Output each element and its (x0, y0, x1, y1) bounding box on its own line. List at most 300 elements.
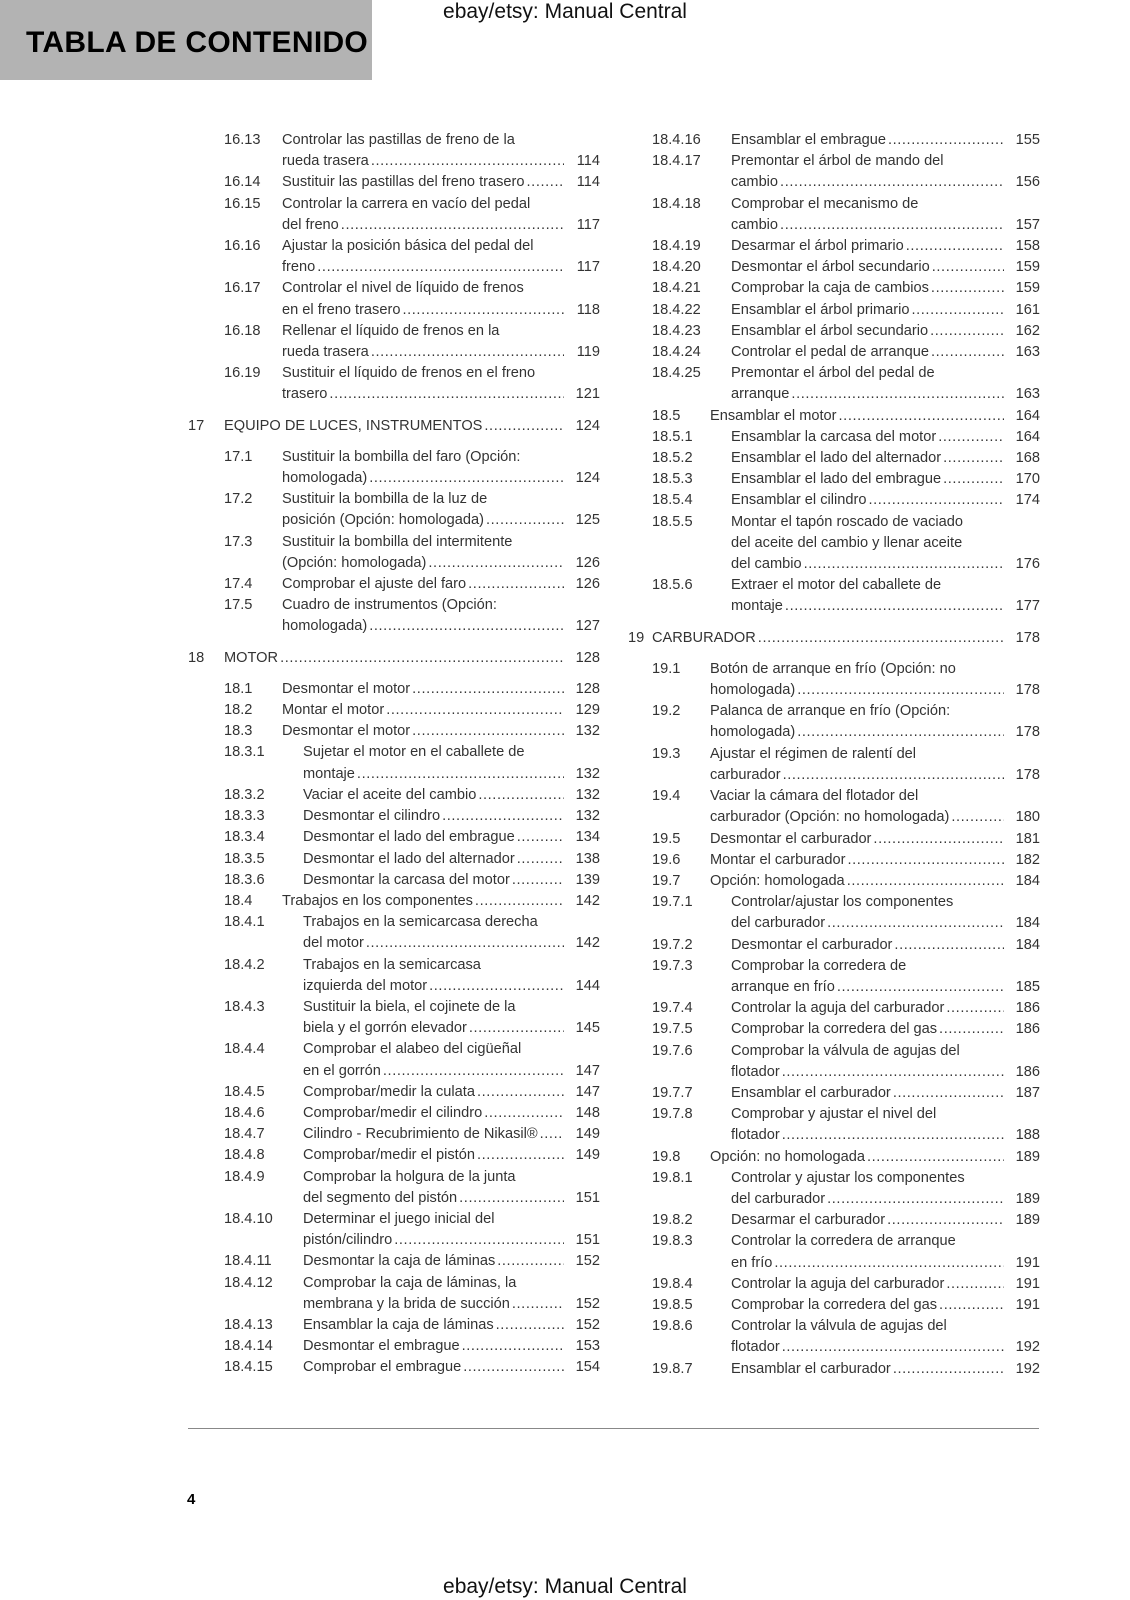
toc-entry-number: 18.4.13 (224, 1316, 273, 1333)
toc-entry-number: 19.7.4 (652, 1000, 693, 1017)
dot-leader (887, 1210, 1004, 1231)
toc-entry-title: (Opción: homologada) (282, 554, 427, 571)
toc-entry-page: 184 (1015, 872, 1040, 889)
toc-entry-page: 132 (575, 808, 600, 825)
toc-column-left (188, 130, 600, 1379)
toc-entry-title: Desarmar el carburador (731, 1212, 886, 1229)
toc-entry-title: Comprobar la holgura de la junta (303, 1168, 516, 1185)
toc-entry-number: 18.4.22 (652, 301, 701, 318)
toc-entry-number: 18.4.24 (652, 344, 701, 361)
toc-entry[interactable] (628, 342, 1040, 363)
toc-entry[interactable] (188, 1209, 600, 1251)
toc-entry[interactable] (188, 321, 600, 363)
toc-entry-title: Comprobar y ajustar el nivel del (731, 1106, 937, 1123)
toc-entry-number: 16.19 (224, 365, 261, 382)
toc-entry[interactable] (628, 956, 1040, 998)
toc-entry-page: 192 (1015, 1360, 1040, 1377)
toc-column-right (628, 130, 1040, 1380)
toc-entry-number: 19.5 (652, 830, 681, 847)
toc-entry-number: 18.5 (652, 407, 681, 424)
toc-entry[interactable] (628, 701, 1040, 743)
toc-entry-page: 151 (575, 1189, 600, 1206)
toc-entry-page: 159 (1015, 259, 1040, 276)
toc-entry-title: Desmontar el motor (282, 680, 411, 697)
dot-leader (371, 342, 564, 363)
toc-entry-number: 17.3 (224, 533, 253, 550)
toc-entry-title: rueda trasera (282, 344, 369, 361)
toc-entry-page: 186 (1015, 1063, 1040, 1080)
toc-entry-number: 18.4.21 (652, 280, 701, 297)
dot-leader (946, 1274, 1004, 1295)
dot-leader (797, 680, 1004, 701)
toc-entry-page: 144 (575, 977, 600, 994)
toc-entry[interactable] (628, 427, 1040, 448)
dot-leader (497, 1251, 564, 1272)
toc-entry-page: 117 (576, 216, 600, 233)
toc-entry[interactable] (628, 1083, 1040, 1104)
toc-entry-page: 118 (576, 301, 600, 318)
toc-entry-number: 17.4 (224, 576, 253, 593)
dot-leader (939, 1019, 1004, 1040)
toc-entry-page: 117 (576, 259, 600, 276)
toc-entry-title: del carburador (731, 915, 826, 932)
toc-entry[interactable] (628, 490, 1040, 511)
toc-entry-title: membrana y la brida de succión (303, 1295, 510, 1312)
toc-entry-page: 161 (1015, 301, 1040, 318)
toc-entry[interactable] (188, 700, 600, 721)
toc-entry[interactable] (188, 363, 600, 405)
dot-leader (317, 257, 564, 278)
toc-entry-number: 19.4 (652, 788, 681, 805)
toc-entry[interactable] (628, 786, 1040, 828)
toc-entry[interactable] (628, 935, 1040, 956)
toc-entry-number: 18.4.1 (224, 914, 265, 931)
toc-entry-number: 18.4.7 (224, 1126, 265, 1143)
toc-entry-page: 124 (575, 470, 600, 487)
dot-leader (477, 1145, 564, 1166)
toc-entry-number: 18.4.8 (224, 1147, 265, 1164)
toc-entry-number: 18.4.9 (224, 1168, 265, 1185)
toc-entry-number: 18.4.25 (652, 365, 701, 382)
toc-entry[interactable] (188, 1273, 600, 1315)
toc-entry-title: Sujetar el motor en el caballete de (303, 744, 525, 761)
toc-entry[interactable] (188, 679, 600, 700)
dot-leader (366, 933, 564, 954)
dot-leader (938, 427, 1004, 448)
dot-leader (484, 416, 564, 437)
toc-entry-number: 18 (188, 649, 205, 666)
toc-entry[interactable] (188, 827, 600, 848)
toc-entry-title: carburador (Opción: no homologada) (710, 809, 950, 826)
dot-leader (888, 130, 1004, 151)
toc-entry[interactable] (628, 236, 1040, 257)
toc-entry-title: homologada) (282, 470, 368, 487)
toc-entry-number: 18.4.12 (224, 1274, 273, 1291)
toc-entry-title: Montar el carburador (710, 851, 846, 868)
toc-entry-title: Controlar la válvula de agujas del (731, 1318, 947, 1335)
toc-entry-title: Controlar la aguja del carburador (731, 1000, 945, 1017)
toc-entry-number: 18.5.2 (652, 450, 693, 467)
toc-entry[interactable] (628, 1019, 1040, 1040)
dot-leader (329, 384, 564, 405)
toc-entry[interactable] (628, 1316, 1040, 1358)
toc-entry-title: Sustituir el líquido de frenos en el freno (282, 365, 536, 382)
toc-entry-title: homologada) (710, 682, 796, 699)
toc-entry-page: 138 (575, 850, 600, 867)
toc-entry-title: Desmontar la caja de láminas (303, 1253, 496, 1270)
toc-entry[interactable] (188, 416, 600, 437)
toc-entry-page: 148 (575, 1104, 600, 1121)
toc-entry-number: 16.14 (224, 174, 261, 191)
toc-entry-page: 127 (575, 618, 600, 635)
toc-entry-page: 119 (576, 344, 600, 361)
toc-entry[interactable] (188, 721, 600, 742)
toc-entry-title: montaje (303, 765, 355, 782)
toc-entry-title: Cuadro de instrumentos (Opción: (282, 597, 497, 614)
toc-entry-page: 184 (1015, 936, 1040, 953)
dot-leader (369, 468, 564, 489)
dot-leader (527, 172, 564, 193)
toc-entry-number: 19.7.2 (652, 936, 693, 953)
toc-entry-number: 18.4.3 (224, 998, 265, 1015)
toc-entry-page: 125 (575, 512, 600, 529)
toc-entry-page: 132 (575, 765, 600, 782)
toc-entry-page: 191 (1015, 1296, 1040, 1313)
toc-entry-page: 128 (575, 649, 600, 666)
toc-entry-title: del aceite del cambio y llenar aceite (731, 534, 963, 551)
toc-entry-page: 159 (1015, 280, 1040, 297)
toc-entry-page: 157 (1015, 216, 1040, 233)
toc-entry[interactable] (188, 447, 600, 489)
toc-entry-page: 182 (1015, 851, 1040, 868)
toc-entry[interactable] (628, 469, 1040, 490)
dot-leader (371, 151, 564, 172)
dot-leader (478, 785, 564, 806)
toc-entry-page: 145 (575, 1020, 600, 1037)
toc-entry-number: 17.5 (224, 597, 253, 614)
toc-entry-title: Comprobar/medir el cilindro (303, 1104, 483, 1121)
dot-leader (839, 406, 1004, 427)
toc-entry-title: freno (282, 259, 316, 276)
toc-entry[interactable] (188, 236, 600, 278)
toc-entry[interactable] (188, 997, 600, 1039)
toc-entry-title: Determinar el juego inicial del (303, 1210, 495, 1227)
toc-entry[interactable] (188, 806, 600, 827)
toc-entry[interactable] (188, 648, 600, 669)
toc-entry-number: 18.3.6 (224, 871, 265, 888)
toc-entry[interactable] (628, 1147, 1040, 1168)
dot-leader (780, 215, 1004, 236)
toc-entry-title: Ensamblar el árbol primario (731, 301, 910, 318)
toc-entry-title: Comprobar el embrague (303, 1359, 462, 1376)
dot-leader (512, 1294, 564, 1315)
toc-entry[interactable] (188, 849, 600, 870)
toc-entry-title: EQUIPO DE LUCES, INSTRUMENTOS (224, 417, 483, 434)
toc-entry-title: Comprobar/medir el pistón (303, 1147, 475, 1164)
dot-leader (893, 1083, 1004, 1104)
toc-entry-number: 18.4.18 (652, 195, 701, 212)
dot-leader (946, 998, 1004, 1019)
toc-entry-page: 188 (1015, 1127, 1040, 1144)
toc-entry-title: Controlar el pedal de arranque (731, 344, 929, 361)
watermark-top: ebay/etsy: Manual Central (443, 0, 687, 23)
toc-entry[interactable] (628, 363, 1040, 405)
toc-entry-number: 17.1 (224, 448, 253, 465)
toc-entry[interactable] (628, 130, 1040, 151)
toc-entry[interactable] (188, 489, 600, 531)
toc-entry-number: 19.7.7 (652, 1084, 693, 1101)
toc-entry-page: 163 (1015, 386, 1040, 403)
toc-entry-title: arranque en frío (731, 978, 835, 995)
toc-entry[interactable] (628, 1168, 1040, 1210)
toc-entry-title: Botón de arranque en frío (Opción: no (710, 660, 956, 677)
toc-entry-number: 18.4.2 (224, 956, 265, 973)
toc-entry-page: 147 (575, 1062, 600, 1079)
toc-entry-number: 19.7 (652, 872, 681, 889)
dot-leader (412, 721, 564, 742)
dot-leader (827, 1189, 1004, 1210)
toc-entry[interactable] (188, 1357, 600, 1378)
toc-entry-number: 18.4.17 (652, 153, 701, 170)
toc-entry[interactable] (628, 1359, 1040, 1380)
dot-leader (837, 977, 1004, 998)
toc-entry-title: Ensamblar el carburador (731, 1360, 891, 1377)
toc-entry[interactable] (188, 1167, 600, 1209)
toc-entry-title: Controlar las pastillas de freno de la (282, 132, 515, 148)
toc-entry-number: 18.5.5 (652, 513, 693, 530)
toc-entry-title: Desmontar el lado del embrague (303, 829, 515, 846)
toc-entry[interactable] (628, 1274, 1040, 1295)
toc-entry-page: 184 (1015, 915, 1040, 932)
toc-entry[interactable] (628, 512, 1040, 576)
toc-entry-number: 16.15 (224, 195, 261, 212)
toc-entry-title: Desmontar el embrague (303, 1338, 460, 1355)
toc-entry-page: 149 (575, 1126, 600, 1143)
toc-entry-number: 19.8.7 (652, 1360, 693, 1377)
toc-entry[interactable] (628, 1231, 1040, 1273)
toc-entry[interactable] (188, 955, 600, 997)
toc-entry-title: montaje (731, 598, 783, 615)
toc-entry-title: Ensamblar el carburador (731, 1084, 891, 1101)
toc-entry[interactable] (628, 278, 1040, 299)
toc-entry[interactable] (628, 575, 1040, 617)
toc-entry[interactable] (188, 1315, 600, 1336)
toc-entry-page: 158 (1015, 238, 1040, 255)
toc-entry-number: 19.7.3 (652, 957, 693, 974)
toc-entry[interactable] (188, 1124, 600, 1145)
toc-entry-title: Comprobar el ajuste del faro (282, 576, 467, 593)
toc-entry-page: 189 (1015, 1190, 1040, 1207)
dot-leader (797, 722, 1004, 743)
toc-entry-number: 16.17 (224, 280, 261, 297)
toc-entry-number: 18.2 (224, 702, 253, 719)
toc-entry[interactable] (188, 1039, 600, 1081)
toc-entry[interactable] (628, 1041, 1040, 1083)
toc-entry[interactable] (628, 1104, 1040, 1146)
toc-entry-title: Desmontar el motor (282, 723, 411, 740)
toc-entry-title: Premontar el árbol de mando del (731, 153, 944, 170)
dot-leader (496, 1315, 564, 1336)
toc-entry-title: Comprobar la caja de cambios (731, 280, 929, 297)
toc-entry-title: Desmontar el carburador (710, 830, 872, 847)
toc-entry-title: flotador (731, 1339, 780, 1356)
toc-entry[interactable] (188, 1251, 600, 1272)
toc-entry-number: 16.18 (224, 322, 261, 339)
toc-entry[interactable] (188, 595, 600, 637)
dot-leader (486, 510, 564, 531)
toc-entry-title: Ensamblar el motor (710, 407, 837, 424)
toc-entry-number: 18.1 (224, 680, 253, 697)
toc-entry-page: 151 (575, 1232, 600, 1249)
toc-entry[interactable] (628, 151, 1040, 193)
toc-entry-number: 19.1 (652, 660, 681, 677)
toc-entry-page: 181 (1015, 830, 1040, 847)
dot-leader (442, 806, 564, 827)
dot-leader (943, 448, 1004, 469)
toc-entry-page: 162 (1015, 322, 1040, 339)
dot-leader (951, 807, 1004, 828)
toc-entry[interactable] (628, 194, 1040, 236)
dot-leader (894, 935, 1004, 956)
toc-entry-title: Palanca de arranque en frío (Opción: (710, 703, 951, 720)
toc-entry-title: cambio (731, 216, 779, 233)
toc-entry-page: 152 (575, 1253, 600, 1270)
toc-entry-title: flotador (731, 1127, 780, 1144)
toc-entry-number: 19.3 (652, 745, 681, 762)
toc-entry[interactable] (188, 1082, 600, 1103)
dot-leader (429, 976, 564, 997)
toc-entry-page: 154 (575, 1359, 600, 1376)
toc-entry[interactable] (628, 321, 1040, 342)
toc-entry[interactable] (188, 1336, 600, 1357)
toc-entry-title: flotador (731, 1063, 780, 1080)
dot-leader (939, 1295, 1004, 1316)
toc-entry-title: Desarmar el árbol primario (731, 238, 904, 255)
dot-leader (758, 628, 1004, 649)
toc-entry-page: 177 (1015, 598, 1040, 615)
toc-entry-number: 19.7.6 (652, 1042, 693, 1059)
toc-entry[interactable] (628, 448, 1040, 469)
toc-entry-number: 18.5.1 (652, 428, 693, 445)
toc-entry-title: izquierda del motor (303, 977, 428, 994)
toc-entry[interactable] (628, 300, 1040, 321)
toc-entry-title: Desmontar el árbol secundario (731, 259, 930, 276)
toc-entry-title: Desmontar el carburador (731, 936, 893, 953)
toc-entry-page: 191 (1015, 1275, 1040, 1292)
toc-entry-title: Vaciar el aceite del cambio (303, 786, 477, 803)
toc-entry-title: Controlar la carrera en vacío del pedal (282, 195, 531, 212)
toc-entry-page: 186 (1015, 1021, 1040, 1038)
dot-leader (386, 700, 564, 721)
toc-entry[interactable] (628, 998, 1040, 1019)
toc-entry-page: 186 (1015, 1000, 1040, 1017)
toc-entry[interactable] (188, 194, 600, 236)
toc-entry-page: 139 (575, 871, 600, 888)
toc-entry-title: posición (Opción: homologada) (282, 512, 484, 529)
toc-entry[interactable] (628, 871, 1040, 892)
toc-entry-number: 18.5.6 (652, 577, 693, 594)
toc-entry[interactable] (188, 278, 600, 320)
toc-entry[interactable] (188, 891, 600, 912)
toc-entry-title: homologada) (710, 724, 796, 741)
toc-entry[interactable] (628, 257, 1040, 278)
toc-entry-page: 142 (575, 935, 600, 952)
toc-entry-number: 19.8.3 (652, 1233, 693, 1250)
dot-leader (943, 469, 1004, 490)
toc-entry[interactable] (188, 742, 600, 784)
toc-entry-number: 19.2 (652, 703, 681, 720)
toc-entry[interactable] (628, 406, 1040, 427)
toc-entry[interactable] (628, 1210, 1040, 1231)
toc-entry-title: Controlar la corredera de arranque (731, 1233, 956, 1250)
toc-entry-number: 17 (188, 417, 205, 434)
toc-entry[interactable] (188, 130, 600, 172)
toc-entry-title: CARBURADOR (652, 629, 756, 646)
toc-entry[interactable] (188, 574, 600, 595)
dot-leader (873, 829, 1004, 850)
toc-entry-title: homologada) (282, 618, 368, 635)
toc-entry-title: Opción: no homologada (710, 1148, 865, 1165)
toc-entry-page: 180 (1015, 809, 1040, 826)
toc-entry-title: Comprobar la corredera del gas (731, 1021, 938, 1038)
dot-leader (468, 574, 564, 595)
toc-entry-number: 19.8.2 (652, 1212, 693, 1229)
toc-entry-number: 19 (628, 629, 645, 646)
toc-entry-page: 132 (575, 723, 600, 740)
toc-entry-title: Ajustar el régimen de ralentí del (710, 745, 917, 762)
toc-entry[interactable] (628, 659, 1040, 701)
toc-entry-number: 18.4.10 (224, 1210, 273, 1227)
toc-entry[interactable] (628, 744, 1040, 786)
toc-entry-page: 191 (1015, 1254, 1040, 1271)
toc-entry-number: 18.4.11 (224, 1253, 272, 1270)
toc-entry-page: 176 (1015, 556, 1040, 573)
toc-entry[interactable] (188, 785, 600, 806)
dot-leader (804, 554, 1004, 575)
toc-entry-title: en frío (731, 1254, 773, 1271)
toc-entry[interactable] (188, 1103, 600, 1124)
page-title: TABLA DE CONTENIDO (26, 26, 369, 59)
toc-entry[interactable] (628, 628, 1040, 649)
toc-entry-title: Opción: homologada (710, 872, 845, 889)
toc-entry[interactable] (188, 870, 600, 891)
toc-entry-title: Extraer el motor del caballete de (731, 577, 942, 594)
toc-entry-page: 155 (1015, 132, 1040, 148)
toc-entry[interactable] (188, 172, 600, 193)
footer-divider (188, 1428, 1039, 1429)
toc-entry-page: 121 (575, 386, 600, 403)
toc-entry-number: 19.7.1 (652, 894, 693, 911)
toc-entry[interactable] (188, 1145, 600, 1166)
dot-leader (357, 764, 564, 785)
toc-entry[interactable] (628, 1295, 1040, 1316)
toc-entry[interactable] (628, 892, 1040, 934)
toc-entry[interactable] (188, 912, 600, 954)
toc-entry-title: Sustituir la biela, el cojinete de la (303, 998, 516, 1015)
toc-entry-page: 142 (575, 892, 600, 909)
dot-leader (540, 1124, 564, 1145)
toc-entry-page: 170 (1015, 471, 1040, 488)
toc-entry[interactable] (628, 850, 1040, 871)
dot-leader (517, 849, 564, 870)
toc-entry-title: Vaciar la cámara del flotador del (710, 788, 919, 805)
toc-entry-number: 18.5.4 (652, 492, 693, 509)
toc-entry-page: 185 (1015, 978, 1040, 995)
toc-entry-title: Ensamblar el cilindro (731, 492, 867, 509)
toc-entry[interactable] (188, 532, 600, 574)
toc-entry[interactable] (628, 829, 1040, 850)
toc-entry-number: 18.4.5 (224, 1083, 265, 1100)
